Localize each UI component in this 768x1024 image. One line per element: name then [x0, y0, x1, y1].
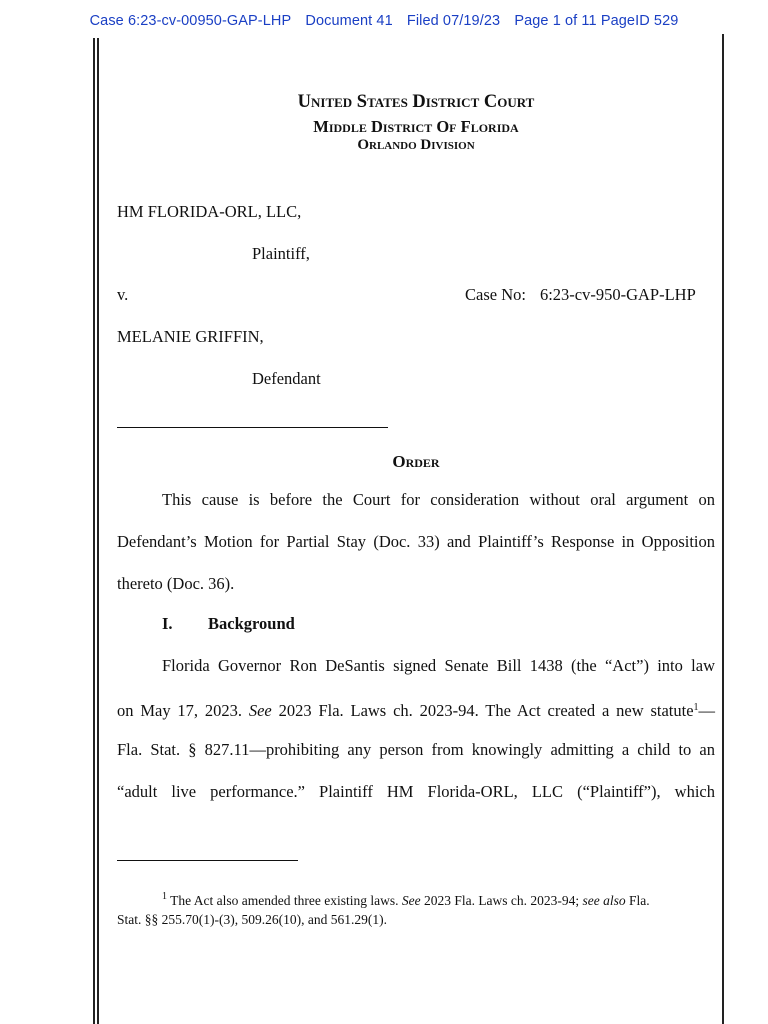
footnote-reference[interactable]: 1	[693, 702, 699, 713]
section-title: Background	[208, 614, 295, 633]
citation-signal: See	[248, 701, 272, 720]
section-heading	[162, 614, 295, 634]
left-margin-rule	[93, 38, 95, 1024]
paragraph-line: Florida Governor Ron DeSantis signed Senate Bill 1438 (the “Act”) into law	[162, 656, 715, 675]
footnote-text: 2023 Fla. Laws ch. 2023-94;	[423, 893, 580, 908]
right-margin-rule	[722, 34, 724, 1024]
footnote-text: Stat. §§ 255.70(1)-(3), 509.26(10), and 561.29(1).	[117, 912, 387, 927]
paragraph-line: Defendant’s Motion for Partial Stay (Doc. 33) and Plaintiff’s Response in Opposition	[117, 532, 715, 551]
court-district: Middle District Of Florida	[313, 117, 519, 136]
text-run: on May 17, 2023.	[117, 701, 243, 720]
citation-signal: See	[401, 893, 421, 908]
case-number-block	[465, 285, 696, 305]
stamp-page: Page 1 of 11 PageID 529	[514, 13, 679, 29]
footnote-text: The Act also amended three existing laws.	[170, 893, 399, 908]
paragraph-line: This cause is before the Court for consideration without oral argument on	[162, 490, 715, 509]
paragraph-line: Fla. Stat. § 827.11—prohibiting any person from knowingly admitting a child to an	[117, 740, 715, 759]
caption-divider	[117, 427, 388, 428]
order-title: Order	[392, 452, 440, 471]
court-name: United States District Court	[297, 92, 535, 112]
background-paragraph	[117, 656, 715, 824]
plaintiff-role: Plaintiff,	[252, 244, 310, 263]
citation-signal: see also	[582, 893, 626, 908]
text-run: 2023 Fla. Laws ch. 2023-94. The Act created a new statute	[278, 701, 694, 720]
defendant-name: MELANIE GRIFFIN,	[117, 327, 264, 346]
footnote-text: Fla.	[629, 893, 650, 908]
footnote-divider	[117, 860, 298, 861]
left-margin-rule-inner	[97, 38, 99, 1024]
case-number: 6:23-cv-950-GAP-LHP	[539, 285, 696, 304]
defendant-role: Defendant	[252, 369, 321, 388]
court-division: Orlando Division	[357, 137, 475, 153]
text-run: —	[698, 701, 716, 720]
intro-paragraph	[117, 490, 715, 616]
section-number: I.	[162, 614, 173, 633]
paragraph-line: thereto (Doc. 36).	[117, 574, 235, 593]
paragraph-line	[117, 698, 715, 740]
footnote-marker: 1	[162, 891, 167, 902]
ecf-header-stamp	[0, 13, 768, 29]
stamp-document: Document 41	[305, 13, 393, 29]
footnote	[117, 887, 715, 929]
paragraph-line: “adult live performance.” Plaintiff HM Florida-ORL, LLC (“Plaintiff”), which	[117, 782, 715, 801]
stamp-filed: Filed 07/19/23	[406, 13, 501, 29]
plaintiff-name: HM FLORIDA-ORL, LLC,	[117, 202, 302, 221]
versus: v.	[117, 285, 129, 304]
stamp-case: Case 6:23-cv-00950-GAP-LHP	[89, 13, 292, 29]
case-number-label: Case No:	[465, 285, 526, 304]
